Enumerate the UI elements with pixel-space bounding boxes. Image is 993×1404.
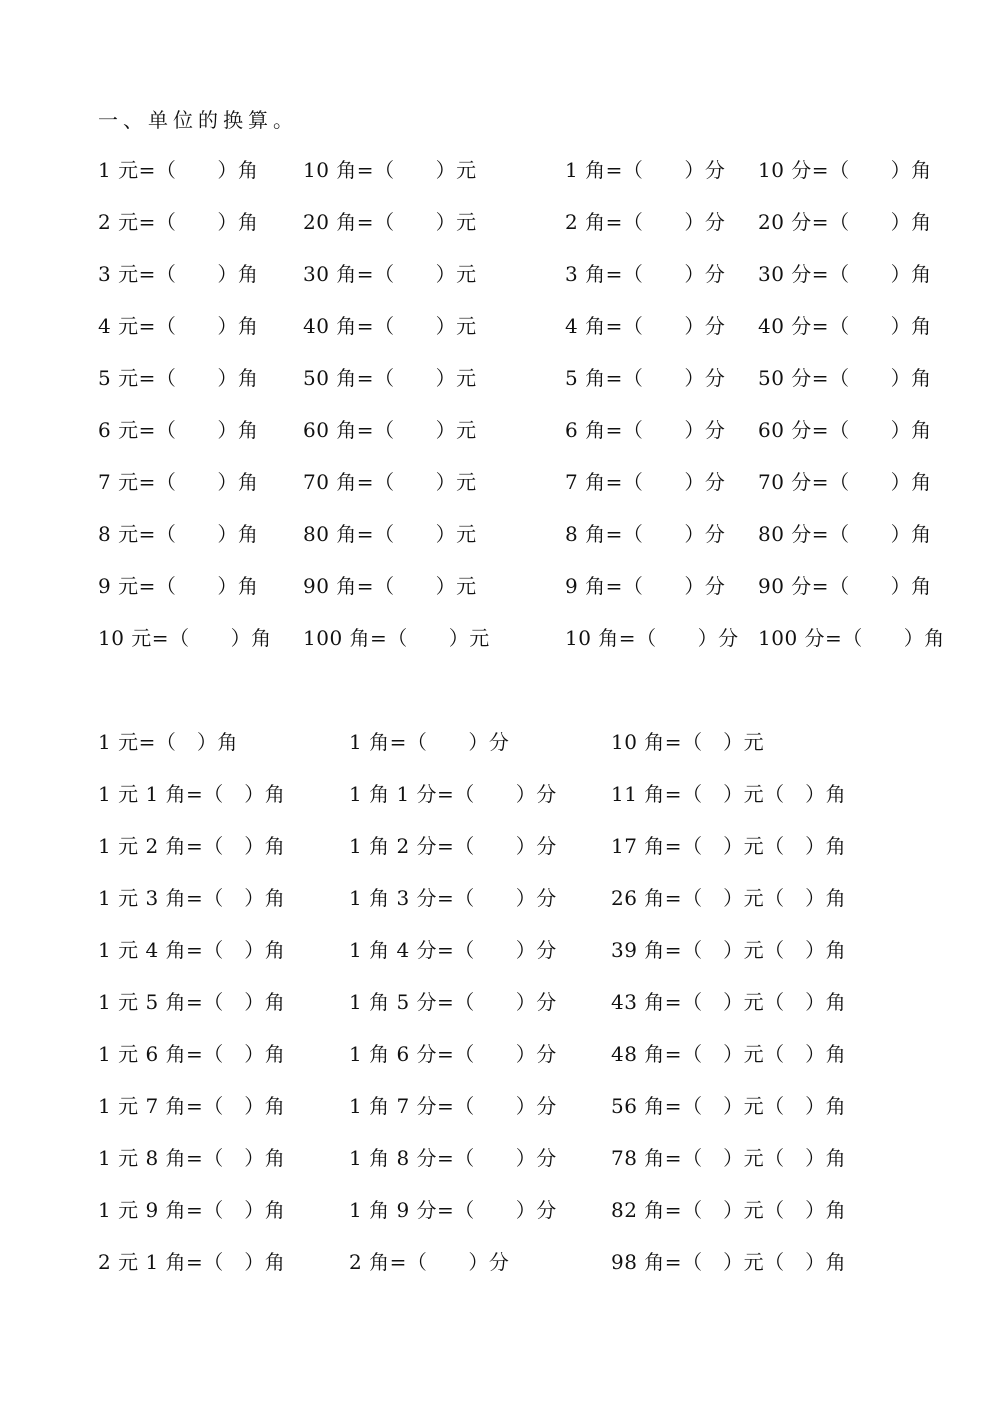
conversion-exercise: 8 角=（ ）分 <box>565 522 726 546</box>
conversion-exercise: 9 角=（ ）分 <box>565 574 726 598</box>
exercise-row <box>0 412 993 464</box>
conversion-exercise: 10 元=（ ）角 <box>98 626 272 650</box>
exercise-row <box>0 880 993 932</box>
conversion-exercise: 39 角=（ ）元（ ）角 <box>611 938 847 962</box>
conversion-exercise: 78 角=（ ）元（ ）角 <box>611 1146 847 1170</box>
exercise-row <box>0 308 993 360</box>
conversion-exercise: 1 角 5 分=（ ）分 <box>349 990 557 1014</box>
exercise-row <box>0 1244 993 1296</box>
conversion-exercise: 5 角=（ ）分 <box>565 366 726 390</box>
conversion-exercise: 1 角 4 分=（ ）分 <box>349 938 557 962</box>
conversion-exercise: 11 角=（ ）元（ ）角 <box>611 782 847 806</box>
exercise-row <box>0 724 993 776</box>
conversion-exercise: 100 角=（ ）元 <box>303 626 490 650</box>
conversion-exercise: 40 分=（ ）角 <box>758 314 932 338</box>
exercise-row <box>0 984 993 1036</box>
conversion-exercise: 10 分=（ ）角 <box>758 158 932 182</box>
exercise-row <box>0 516 993 568</box>
conversion-exercise: 98 角=（ ）元（ ）角 <box>611 1250 847 1274</box>
conversion-exercise: 1 角 7 分=（ ）分 <box>349 1094 557 1118</box>
exercise-row <box>0 568 993 620</box>
exercise-row <box>0 776 993 828</box>
conversion-exercise: 6 角=（ ）分 <box>565 418 726 442</box>
conversion-exercise: 1 角 1 分=（ ）分 <box>349 782 557 806</box>
exercise-row <box>0 360 993 412</box>
conversion-exercise: 1 角=（ ）分 <box>565 158 726 182</box>
conversion-exercise: 5 元=（ ）角 <box>98 366 259 390</box>
conversion-exercise: 10 角=（ ）分 <box>565 626 739 650</box>
conversion-exercise: 1 元 3 角=（ ）角 <box>98 886 286 910</box>
conversion-exercise: 30 分=（ ）角 <box>758 262 932 286</box>
conversion-exercise: 10 角=（ ）元 <box>611 730 765 754</box>
exercise-row <box>0 828 993 880</box>
conversion-exercise: 70 角=（ ）元 <box>303 470 477 494</box>
conversion-exercise: 1 元 4 角=（ ）角 <box>98 938 286 962</box>
conversion-exercise: 2 角=（ ）分 <box>349 1250 510 1274</box>
conversion-exercise: 60 分=（ ）角 <box>758 418 932 442</box>
conversion-exercise: 20 角=（ ）元 <box>303 210 477 234</box>
conversion-exercise: 90 角=（ ）元 <box>303 574 477 598</box>
conversion-exercise: 82 角=（ ）元（ ）角 <box>611 1198 847 1222</box>
conversion-exercise: 7 角=（ ）分 <box>565 470 726 494</box>
conversion-exercise: 1 元 1 角=（ ）角 <box>98 782 286 806</box>
conversion-exercise: 4 元=（ ）角 <box>98 314 259 338</box>
conversion-exercise: 1 角 3 分=（ ）分 <box>349 886 557 910</box>
exercise-row <box>0 620 993 672</box>
conversion-exercise: 1 元=（ ）角 <box>98 158 259 182</box>
conversion-exercise: 1 角=（ ）分 <box>349 730 510 754</box>
conversion-exercise: 8 元=（ ）角 <box>98 522 259 546</box>
conversion-exercise: 2 元 1 角=（ ）角 <box>98 1250 286 1274</box>
conversion-table-basic <box>0 152 993 672</box>
conversion-exercise: 100 分=（ ）角 <box>758 626 945 650</box>
conversion-exercise: 17 角=（ ）元（ ）角 <box>611 834 847 858</box>
exercise-row <box>0 204 993 256</box>
conversion-exercise: 2 元=（ ）角 <box>98 210 259 234</box>
conversion-exercise: 48 角=（ ）元（ ）角 <box>611 1042 847 1066</box>
exercise-row <box>0 1192 993 1244</box>
exercise-row <box>0 152 993 204</box>
conversion-exercise: 90 分=（ ）角 <box>758 574 932 598</box>
conversion-exercise: 1 元 6 角=（ ）角 <box>98 1042 286 1066</box>
conversion-exercise: 2 角=（ ）分 <box>565 210 726 234</box>
conversion-exercise: 40 角=（ ）元 <box>303 314 477 338</box>
conversion-exercise: 1 元 9 角=（ ）角 <box>98 1198 286 1222</box>
conversion-table-compound <box>0 724 993 1296</box>
conversion-exercise: 26 角=（ ）元（ ）角 <box>611 886 847 910</box>
conversion-exercise: 1 元=（ ）角 <box>98 730 238 754</box>
conversion-exercise: 10 角=（ ）元 <box>303 158 477 182</box>
exercise-row <box>0 256 993 308</box>
conversion-exercise: 56 角=（ ）元（ ）角 <box>611 1094 847 1118</box>
exercise-row <box>0 464 993 516</box>
exercise-row <box>0 1036 993 1088</box>
conversion-exercise: 50 角=（ ）元 <box>303 366 477 390</box>
conversion-exercise: 1 角 2 分=（ ）分 <box>349 834 557 858</box>
conversion-exercise: 1 元 7 角=（ ）角 <box>98 1094 286 1118</box>
exercise-row <box>0 1088 993 1140</box>
exercise-row <box>0 932 993 984</box>
section-title: 一、单位的换算。 <box>98 108 298 132</box>
conversion-exercise: 80 角=（ ）元 <box>303 522 477 546</box>
conversion-exercise: 3 元=（ ）角 <box>98 262 259 286</box>
conversion-exercise: 9 元=（ ）角 <box>98 574 259 598</box>
conversion-exercise: 1 元 5 角=（ ）角 <box>98 990 286 1014</box>
conversion-exercise: 60 角=（ ）元 <box>303 418 477 442</box>
conversion-exercise: 1 元 8 角=（ ）角 <box>98 1146 286 1170</box>
conversion-exercise: 4 角=（ ）分 <box>565 314 726 338</box>
conversion-exercise: 3 角=（ ）分 <box>565 262 726 286</box>
conversion-exercise: 43 角=（ ）元（ ）角 <box>611 990 847 1014</box>
conversion-exercise: 6 元=（ ）角 <box>98 418 259 442</box>
conversion-exercise: 80 分=（ ）角 <box>758 522 932 546</box>
conversion-exercise: 1 角 6 分=（ ）分 <box>349 1042 557 1066</box>
conversion-exercise: 70 分=（ ）角 <box>758 470 932 494</box>
conversion-exercise: 7 元=（ ）角 <box>98 470 259 494</box>
conversion-exercise: 50 分=（ ）角 <box>758 366 932 390</box>
exercise-row <box>0 1140 993 1192</box>
conversion-exercise: 20 分=（ ）角 <box>758 210 932 234</box>
conversion-exercise: 1 角 9 分=（ ）分 <box>349 1198 557 1222</box>
conversion-exercise: 1 元 2 角=（ ）角 <box>98 834 286 858</box>
conversion-exercise: 30 角=（ ）元 <box>303 262 477 286</box>
conversion-exercise: 1 角 8 分=（ ）分 <box>349 1146 557 1170</box>
